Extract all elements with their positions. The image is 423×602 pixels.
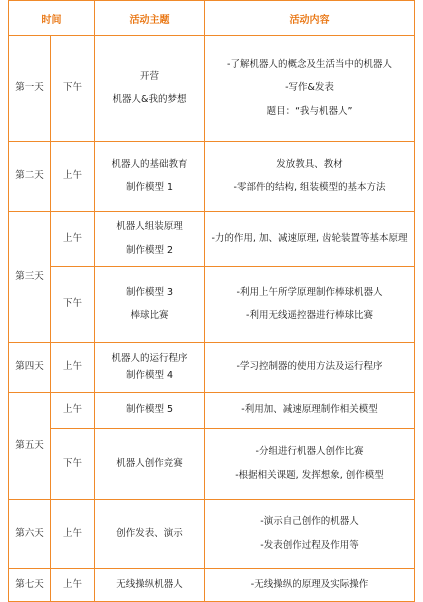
period-cell: 上午 — [51, 212, 95, 267]
content-cell — [205, 500, 415, 569]
content-line: -写作&发表 — [285, 82, 334, 94]
day-cell: 第二天 — [9, 142, 51, 212]
header-row — [9, 1, 415, 36]
content-cell — [205, 212, 415, 267]
table-row — [9, 343, 415, 393]
theme-line: 棒球比赛 — [130, 310, 169, 321]
content-line: -发表创作过程及作用等 — [260, 539, 359, 551]
schedule-sheet — [8, 0, 414, 596]
theme-cell — [95, 343, 205, 393]
activity-schedule-table — [8, 0, 415, 602]
content-line: -演示自己创作的机器人 — [260, 516, 359, 528]
content-line: -利用上午所学原理制作棒球机器人 — [236, 286, 383, 298]
content-line: -了解机器人的概念及生活当中的机器人 — [227, 58, 392, 70]
content-line: -学习控制器的使用方法及运行程序 — [236, 361, 383, 373]
theme-cell — [95, 393, 205, 429]
period-cell: 下午 — [51, 429, 95, 500]
period-cell: 上午 — [51, 500, 95, 569]
content-cell — [205, 429, 415, 500]
theme-line: 机器人组装原理 — [116, 221, 183, 233]
theme-line: 制作模型 4 — [125, 369, 174, 381]
content-cell — [205, 393, 415, 429]
theme-line: 机器人的运行程序 — [111, 353, 188, 365]
theme-line: 无线操纵机器人 — [116, 578, 183, 590]
theme-cell — [95, 569, 205, 602]
content-cell — [205, 267, 415, 343]
table-row — [9, 212, 415, 267]
theme-line: 机器人创作竞赛 — [116, 457, 183, 469]
day-cell: 第七天 — [9, 569, 51, 602]
table-row — [9, 500, 415, 569]
table-row — [9, 393, 415, 429]
content-line: -零部件的结构, 组装模型的基本方法 — [233, 182, 386, 193]
content-line: -力的作用, 加、减速原理, 齿轮装置等基本原理 — [211, 232, 408, 244]
day-cell: 第四天 — [9, 343, 51, 393]
table-row — [9, 267, 415, 343]
period-cell: 下午 — [51, 267, 95, 343]
content-line: -利用无线遥控器进行棒球比赛 — [246, 310, 373, 321]
content-line: -利用加、减速原理制作相关模型 — [241, 404, 378, 416]
theme-line: 开营 — [139, 70, 159, 82]
theme-line: 制作模型 5 — [125, 404, 174, 416]
content-line: -无线操纵的原理及实际操作 — [250, 578, 369, 590]
theme-line: 制作模型 1 — [125, 182, 174, 193]
table-row — [9, 142, 415, 212]
table-row — [9, 429, 415, 500]
theme-line: 机器人的基础教育 — [111, 158, 188, 170]
period-cell: 上午 — [51, 393, 95, 429]
theme-line: 机器人&我的梦想 — [112, 94, 187, 105]
day-cell: 第五天 — [9, 393, 51, 500]
period-cell: 下午 — [51, 36, 95, 142]
content-cell — [205, 343, 415, 393]
header-time: 时间 — [9, 1, 95, 36]
content-line: 发放教具、教材 — [276, 158, 343, 170]
theme-cell — [95, 142, 205, 212]
content-cell — [205, 142, 415, 212]
day-cell: 第三天 — [9, 212, 51, 343]
header-content: 活动内容 — [205, 1, 415, 36]
content-cell — [205, 36, 415, 142]
theme-cell — [95, 429, 205, 500]
content-line: -根据相关课题, 发挥想象, 创作模型 — [235, 469, 384, 481]
table-row — [9, 569, 415, 602]
theme-line: 制作模型 2 — [125, 244, 174, 256]
theme-cell — [95, 212, 205, 267]
theme-line: 制作模型 3 — [125, 286, 174, 298]
theme-line: 创作发表、演示 — [116, 527, 183, 539]
period-cell: 上午 — [51, 142, 95, 212]
content-line: -分组进行机器人创作比赛 — [255, 446, 364, 458]
period-cell: 上午 — [51, 569, 95, 602]
header-theme: 活动主题 — [95, 1, 205, 36]
period-cell: 上午 — [51, 343, 95, 393]
theme-cell — [95, 267, 205, 343]
theme-cell — [95, 36, 205, 142]
day-cell: 第一天 — [9, 36, 51, 142]
content-line: 题目：“我与机器人” — [266, 105, 353, 117]
day-cell: 第六天 — [9, 500, 51, 569]
content-cell — [205, 569, 415, 602]
theme-cell — [95, 500, 205, 569]
table-row — [9, 36, 415, 142]
